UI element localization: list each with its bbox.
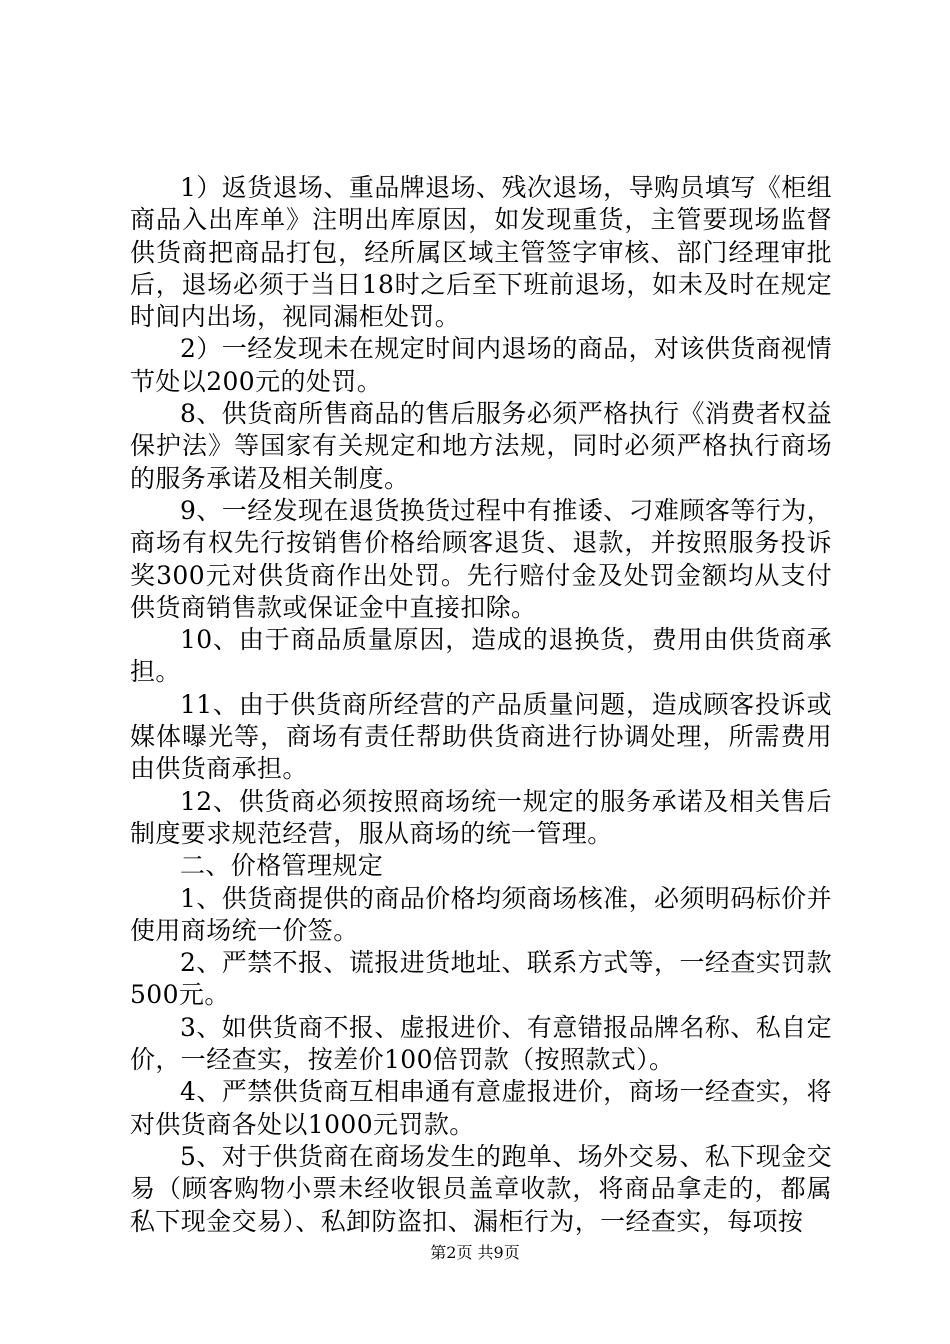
paragraph-price-4: 4、严禁供货商互相串通有意虚报进价，商场一经查实，将对供货商各处以1000元罚款。 (130, 1077, 832, 1139)
paragraph-item-12: 12、供货商必须按照商场统一规定的服务承诺及相关售后制度要求规范经营，服从商场的统一管理。 (130, 786, 832, 848)
paragraph-item-10: 10、由于商品质量原因，造成的退换货，费用由供货商承担。 (130, 625, 832, 687)
paragraph-price-2: 2、严禁不报、谎报进货地址、联系方式等，一经查实罚款500元。 (130, 948, 832, 1010)
paragraph-price-3: 3、如供货商不报、虚报进价、有意错报品牌名称、私自定价，一经查实，按差价100倍罚款（按照款式）。 (130, 1012, 832, 1075)
paragraph-item-11: 11、由于供货商所经营的产品质量问题，造成顾客投诉或媒体曝光等，商场有责任帮助供货商进行协调处理，所需费用由供货商承担。 (130, 689, 832, 784)
paragraph-price-1: 1、供货商提供的商品价格均须商场核准，必须明码标价并使用商场统一价签。 (130, 883, 832, 945)
paragraph-overdue-penalty: 2）一经发现未在规定时间内退场的商品，对该供货商视情节处以200元的处罚。 (130, 334, 832, 396)
document-body (130, 172, 832, 1238)
section-heading-price-management: 二、价格管理规定 (180, 851, 384, 881)
paragraph-item-9: 9、一经发现在退货换货过程中有推诿、刁难顾客等行为，商场有权先行按销售价格给顾客退货、退款，并按照服务投诉奖300元对供货商作出处罚。先行赔付金及处罚金额均从支付供货商销售款或保证金中直接扣除。 (130, 495, 832, 622)
page-footer: 第2页 共9页 (430, 1243, 520, 1262)
paragraph-return-procedure: 1）返货退场、重品牌退场、残次退场，导购员填写《柜组商品入出库单》注明出库原因，如发现重货，主管要现场监督供货商把商品打包，经所属区域主管签字审核、部门经理审批后，退场必须于当日18时之后至下班前退场，如未及时在规定时间内出场，视同漏柜处罚。 (130, 173, 832, 332)
paragraph-price-5: 5、对于供货商在商场发生的跑单、场外交易、私下现金交易（顾客购物小票未经收银员盖章收款，将商品拿走的，都属私下现金交易）、私卸防盗扣、漏柜行为，一经查实，每项按 (130, 1141, 832, 1236)
paragraph-item-8: 8、供货商所售商品的售后服务必须严格执行《消费者权益保护法》等国家有关规定和地方法规，同时必须严格执行商场的服务承诺及相关制度。 (130, 399, 832, 493)
